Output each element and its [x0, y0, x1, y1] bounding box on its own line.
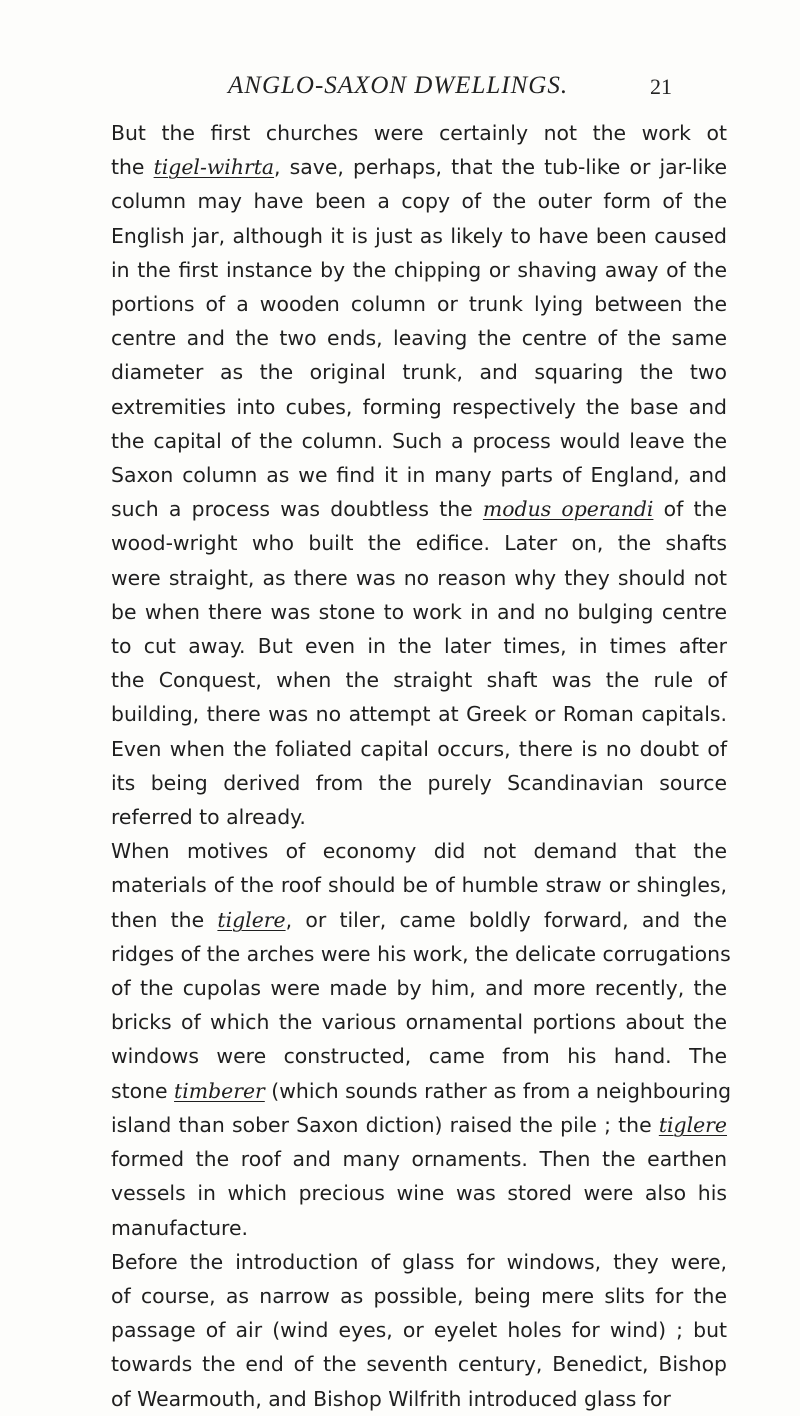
text-run: , save, perhaps, that the tub-like or jar-like [274, 155, 727, 180]
text-run: diameter as the original trunk, and squaring the two [111, 360, 727, 385]
text-run: vessels in which precious wine was stored were also his [111, 1181, 727, 1206]
text-run: extremities into cubes, forming respectively the base and [111, 394, 727, 419]
text-run: then the [111, 907, 218, 932]
text-line [111, 355, 727, 389]
text-run: bricks of which the various ornamental portions about the [111, 1010, 727, 1035]
text-line [111, 526, 727, 560]
text-run: Before the introduction of glass for windows, they were, [111, 1249, 727, 1274]
text-line [111, 492, 727, 526]
paragraph [111, 116, 727, 834]
text-line [111, 287, 727, 321]
text-run: English jar, although it is just as likely to have been caused [111, 223, 727, 248]
text-run: (which sounds rather as from a neighbouring [264, 1078, 732, 1103]
text-run: the capital of the column. Such a process would leave the [111, 428, 727, 453]
text-line [111, 1074, 732, 1108]
text-line [111, 390, 727, 424]
text-line [111, 1245, 727, 1279]
text-run: formed the roof and many ornaments. Then the earthen [111, 1147, 727, 1172]
text-line [111, 937, 731, 971]
text-run: , or tiler, came boldly forward, and the [285, 907, 727, 932]
italic-term: tiglere [658, 1112, 727, 1137]
text-line [111, 219, 727, 253]
italic-term: tiglere [217, 907, 286, 932]
text-run: to cut away. But even in the later times, in times after [111, 634, 727, 659]
text-line [111, 1142, 727, 1176]
text-line [111, 253, 727, 287]
text-line [111, 697, 727, 731]
text-line [111, 800, 727, 834]
page-number: 21 [650, 74, 672, 99]
text-line [111, 1176, 727, 1210]
paragraph [111, 834, 732, 1244]
paragraph [111, 1245, 727, 1416]
text-run: such a process was doubtless the [111, 497, 483, 522]
text-line [111, 732, 727, 766]
text-line [111, 766, 727, 800]
text-run: island than sober Saxon diction) raised the pile ; the [111, 1112, 659, 1137]
text-run: of course, as narrow as possible, being mere slits for the [111, 1283, 727, 1308]
text-line [111, 1108, 727, 1142]
text-line [111, 561, 727, 595]
text-run: of Wearmouth, and Bishop Wilfrith introduced glass for [111, 1386, 671, 1411]
text-line [111, 1279, 727, 1313]
text-line [111, 1039, 727, 1073]
text-run: Even when the foliated capital occurs, there is no doubt of [111, 736, 727, 761]
text-line [111, 321, 727, 355]
text-line [111, 868, 727, 902]
text-line [111, 834, 727, 868]
text-run: passage of air (wind eyes, or eyelet holes for wind) ; but [111, 1318, 727, 1343]
running-head [228, 62, 672, 106]
text-run: Saxon column as we find it in many parts of England, and [111, 463, 727, 488]
body-text [111, 116, 732, 1416]
text-run: in the first instance by the chipping or shaving away of the [111, 257, 727, 282]
text-line [111, 184, 727, 218]
text-run: column may have been a copy of the outer form of the [111, 189, 727, 214]
text-line [111, 1211, 727, 1245]
text-run: ridges of the arches were his work, the delicate corrugations [111, 941, 731, 966]
text-line [111, 595, 727, 629]
text-run: referred to already. [111, 805, 306, 830]
text-line [111, 150, 727, 184]
text-line [111, 629, 727, 663]
text-run: were straight, as there was no reason why they should not [111, 565, 727, 590]
text-line [111, 116, 727, 150]
running-title: ANGLO-SAXON DWELLINGS. [228, 72, 569, 99]
text-line [111, 663, 727, 697]
text-line [111, 1382, 727, 1416]
text-run: the Conquest, when the straight shaft was the rule of [111, 668, 727, 693]
text-run: wood-wright who built the edifice. Later on, the shafts [111, 531, 727, 556]
text-run: stone [111, 1078, 175, 1103]
text-run: its being derived from the purely Scandinavian source [111, 770, 727, 795]
text-run: towards the end of the seventh century, Benedict, Bishop [111, 1352, 727, 1377]
text-run: When motives of economy did not demand that the [111, 839, 727, 864]
text-line [111, 1313, 727, 1347]
text-run: materials of the roof should be of humble straw or shingles, [111, 873, 727, 898]
text-run: of the cupolas were made by him, and more recently, the [111, 976, 727, 1001]
text-line [111, 971, 727, 1005]
italic-term: modus operandi [482, 497, 654, 522]
text-run: the [111, 155, 154, 180]
italic-term: tigel-wihrta [153, 155, 275, 180]
text-run: manufacture. [111, 1215, 248, 1240]
text-run: But the first churches were certainly not the work ot [111, 121, 727, 145]
text-line [111, 424, 727, 458]
text-line [111, 458, 727, 492]
text-line [111, 1347, 727, 1381]
text-run: portions of a wooden column or trunk lying between the [111, 292, 727, 317]
text-run: be when there was stone to work in and no bulging centre [111, 599, 727, 624]
text-run: building, there was no attempt at Greek or Roman capitals. [111, 702, 727, 727]
text-run: centre and the two ends, leaving the centre of the same [111, 326, 727, 351]
text-run: of the [653, 497, 727, 522]
text-line [111, 1005, 727, 1039]
text-run: windows were constructed, came from his hand. The [111, 1044, 727, 1069]
text-line [111, 903, 727, 937]
italic-term: timberer [174, 1078, 265, 1103]
